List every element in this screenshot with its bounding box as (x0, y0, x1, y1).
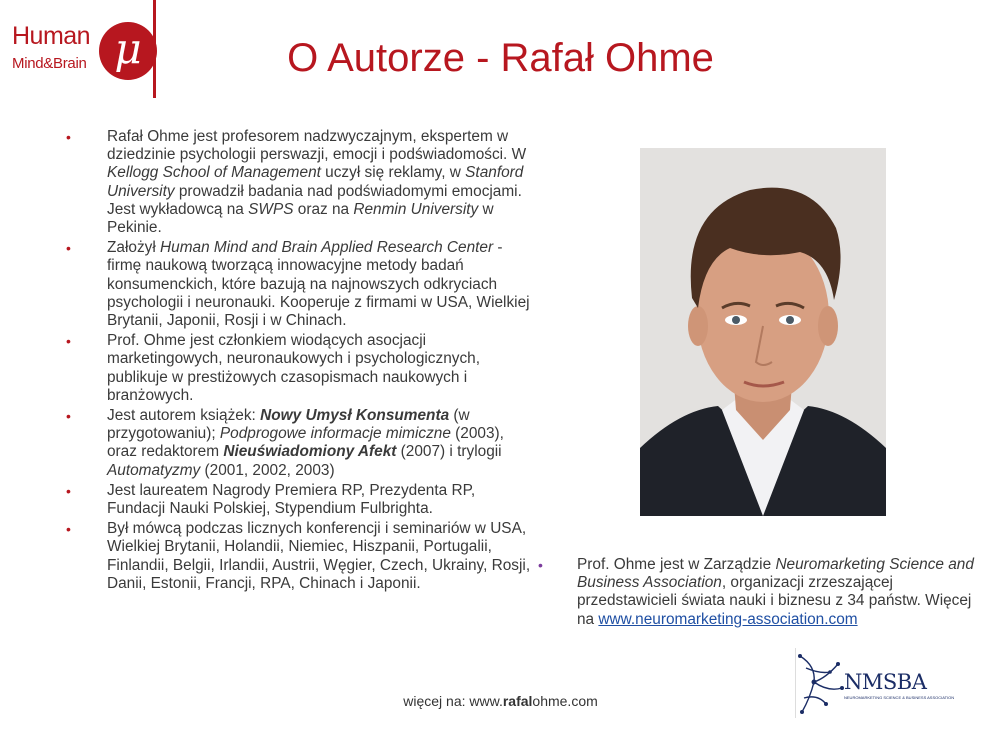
emphasized-text: Neuromarketing Science and Business Association (577, 556, 974, 592)
bio-bullet-item (66, 239, 536, 330)
logo-line-human: Human (12, 22, 91, 50)
bullet-dot: • (538, 557, 543, 573)
emphasized-text: Nieuświadomiony Afekt (223, 443, 397, 461)
text-segment: uczył się reklamy, w (320, 164, 466, 182)
bullet-dot: • (66, 129, 71, 145)
bio-bullet-item (66, 520, 536, 593)
nmsba-note-text (577, 556, 978, 629)
emphasized-text: SWPS (248, 200, 294, 218)
bullet-dot: • (66, 240, 71, 257)
bullet-dot: • (66, 333, 71, 350)
text-segment: Był mówcą podczas licznych konferencji i seminariów w USA, Wielkiej Brytanii, Holandii, Niemiec, Hiszpanii, Portugalii, Finlandii, Belgii, Irlandii, Austrii, Węgier, Czech, Ukrainy, Rosji, Danii, Estonii, Francji, RPA, Chinach i Japonii. (107, 520, 531, 592)
author-portrait-photo (640, 148, 886, 516)
text-segment: , organizacji zrzeszającej przedstawicieli świata nauki i biznesu z 34 państw. Więcej na (577, 574, 972, 628)
text-segment: prowadził badania nad podświadomymi emocjami. Jest wykładowcą na (107, 182, 522, 218)
text-segment: (2001, 2002, 2003) (200, 461, 335, 479)
slide-title: O Autorze - Rafał Ohme (287, 36, 714, 80)
text-segment: w Pekinie. (107, 200, 494, 237)
emphasized-text: Renmin University (353, 200, 479, 218)
mu-icon: μ (99, 22, 157, 80)
nmsba-logo (795, 648, 955, 718)
nmsba-wordmark: NMSBA (844, 670, 927, 694)
text-segment: Założył (107, 239, 161, 257)
bio-bullet-list (66, 128, 536, 595)
footer-prefix: więcej na: www. (403, 693, 503, 709)
emphasized-text: Podprogowe informacje mimiczne (219, 425, 451, 443)
bullet-dot: • (66, 408, 71, 425)
nmsba-note (538, 556, 978, 629)
footer-bold: rafal (502, 693, 533, 709)
text-segment: Prof. Ohme jest członkiem wiodących asocjacji marketingowych, neuronaukowych i psychologicznych, publikuje w prestiżowych czasopismach naukowych i branżowych. (107, 332, 480, 404)
text-segment: Prof. Ohme jest w Zarządzie (577, 556, 776, 573)
bullet-dot: • (66, 521, 71, 538)
text-segment: Jest autorem książek: (107, 407, 261, 425)
logo-line-mind-brain: Mind&Brain (12, 55, 87, 72)
text-segment: - firmę naukową tworzącą innowacyjne metody badań konsumenckich, które bazują na najnowszych odkryciach psychologii i neuronauki. Kooperuje z firmami w USA, Wielkiej Brytanii, Japonii, Rosji i w Chinach. (107, 239, 530, 330)
bullet-dot: • (66, 482, 71, 499)
emphasized-text: Stanford University (107, 164, 524, 200)
bio-bullet-item (66, 482, 536, 518)
text-segment: Rafał Ohme jest profesorem nadzwyczajnym, ekspertem w dziedzinie psychologii perswazji, emocji i podświadomości. W (107, 128, 527, 164)
emphasized-text: Kellogg School of Management (107, 164, 321, 182)
footer-suffix: ohme.com (532, 693, 598, 709)
text-segment: oraz na (293, 200, 354, 218)
bio-bullet-item (66, 332, 536, 405)
text-segment: (w przygotowaniu); (107, 407, 470, 443)
emphasized-text: Automatyzmy (107, 461, 201, 479)
emphasized-text: Nowy Umysł Konsumenta (260, 407, 450, 425)
nmsba-tagline: NEUROMARKETING SCIENCE & BUSINESS ASSOCIATION (844, 695, 955, 700)
bio-bullet-item (66, 407, 536, 480)
website-link[interactable]: www.neuromarketing-association.com (598, 610, 858, 628)
text-segment: (2007) i trylogii (396, 443, 502, 461)
emphasized-text: Human Mind and Brain Applied Research Center (160, 239, 494, 257)
network-nodes-icon (796, 648, 846, 718)
text-segment: (2003), oraz redaktorem (107, 425, 504, 461)
bio-bullet-item (66, 128, 536, 237)
text-segment: Jest laureatem Nagrody Premiera RP, Prezydenta RP, Fundacji Nauki Polskiej, Stypendium Fulbrighta. (107, 481, 476, 518)
